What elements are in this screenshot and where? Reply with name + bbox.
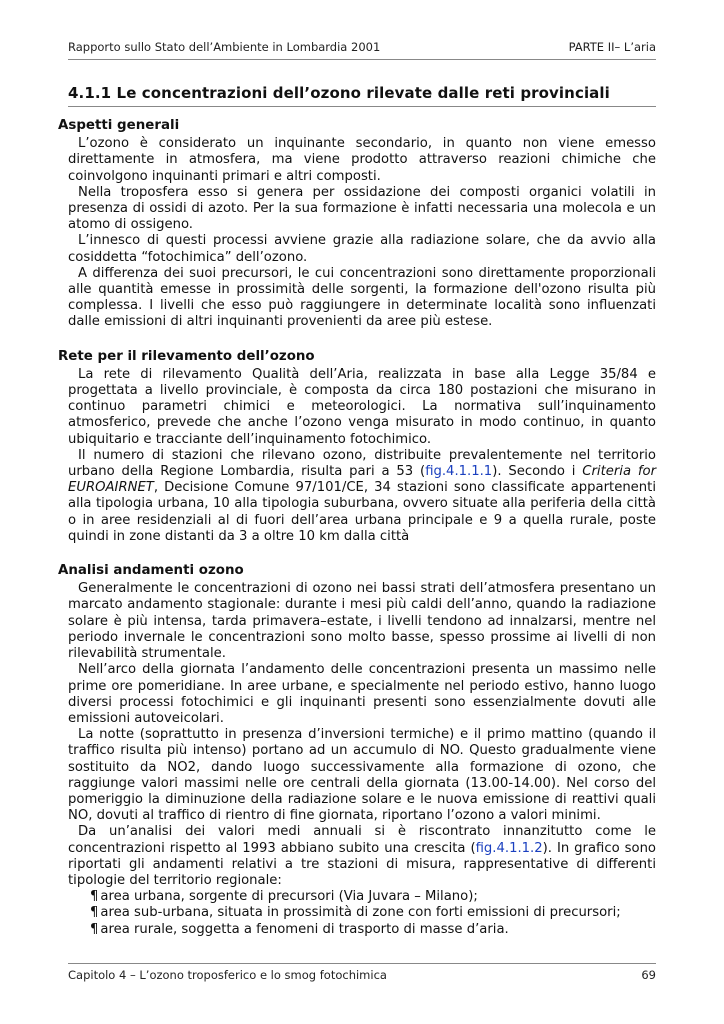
- page-footer: [68, 968, 656, 982]
- header-divider: [68, 59, 656, 60]
- paragraph: [68, 448, 656, 545]
- paragraph: Generalmente le concentrazioni di ozono nei bassi strati dell’atmosfera presentano un marcato andamento stagionale: durante i mesi più caldi dell’anno, quando la radiazione solare è più intensa, tarda primavera–estate, i livelli tendono ad innalzarsi, mentre nel periodo invernale le concentrazioni sono molto basse, spesso prossime ai livelli di non rilevabilità strumentale.: [68, 581, 656, 662]
- paragraph: L’innesco di questi processi avviene grazie alla radiazione solare, che da avvio alla cosiddetta “fotochimica” dell’ozono.: [68, 233, 656, 265]
- main-content: [58, 118, 657, 956]
- paragraph: A differenza dei suoi precursori, le cui concentrazioni sono direttamente proporzionali alle quantità emesse in prossimità delle sorgenti, la formazione dell'ozono risulta più complessa. I livelli che esso può raggiungere in determinate località sono influenzati dalle emissioni di altri inquinanti provenienti da aree più estese.: [68, 265, 656, 330]
- list-item-text: area urbana, sorgente di precursori (Via Juvara – Milano);: [100, 889, 478, 905]
- section-aspetti-generali: [58, 118, 656, 331]
- paragraph: Nell’arco della giornata l’andamento delle concentrazioni presenta un massimo nelle prime ore pomeridiane. In aree urbane, e specialmente nel periodo estivo, hanno luogo diversi processi fotochimici e gli inquinanti presenti sono essenzialmente dovuti alle emissioni autoveicolari.: [68, 662, 656, 726]
- section-heading: Aspetti generali: [58, 118, 180, 133]
- header-part-label: PARTE II– L’aria: [568, 40, 656, 54]
- italic-text: Criteria for EUROAIRNET: [68, 464, 657, 496]
- list-item: [90, 922, 656, 938]
- paragraph: [68, 824, 656, 889]
- figure-link[interactable]: fig.4.1.1.1: [425, 464, 493, 480]
- title-divider: [68, 106, 656, 107]
- footer-chapter-title: Capitolo 4 – L’ozono troposferico e lo smog fotochimica: [68, 968, 387, 982]
- paragraph: La rete di rilevamento Qualità dell’Aria, realizzata in base alla Legge 35/84 e progettata a livello provinciale, è composta da circa 180 postazioni che misurano in continuo parametri chimici e meteorologici. La normativa sull’inquinamento atmosferico, prevede che anche l’ozono venga misurato in modo continuo, in quanto ubiquitario e tracciante dell’inquinamento fotochimico.: [68, 366, 656, 447]
- figure-link[interactable]: fig.4.1.1.2: [475, 840, 543, 856]
- text-run: ). Secondo i: [492, 464, 583, 480]
- section-analisi-andamenti: [58, 563, 656, 938]
- page-number: 69: [641, 968, 656, 982]
- paragraph: L’ozono è considerato un inquinante secondario, in quanto non viene emesso direttamente in atmosfera, ma viene prodotto attraverso reazioni chimiche che coinvolgono inquinanti primari e altri composti.: [68, 136, 656, 184]
- text-run: Da un’analisi dei valori medi annuali si è riscontrato innanzitutto come le concentrazioni rispetto al 1993 abbiano subito una crescita (: [68, 824, 656, 856]
- list-item: [90, 889, 656, 905]
- list-item: [90, 905, 656, 921]
- text-run: Il numero di stazioni che rilevano ozono, distribuite prevalentemente nel territorio urbano della Regione Lombardia, risulta pari a 53 (: [68, 447, 656, 480]
- pilcrow-bullet-icon: ¶: [90, 889, 99, 905]
- paragraph: La notte (soprattutto in presenza d’inversioni termiche) e il primo mattino (quando il traffico risulta più intenso) portano ad un accumulo di NO. Questo gradualmente viene sostituito da NO2, dando luogo successivamente alla formazione di ozono, che raggiunge valori massimi nelle ore centrali della giornata (13.00-14.00). Nel corso del pomeriggio la diminuzione della radiazione solare e le nuova emissione di reattivi quali NO, dovuti al traffico di rientro di fine giornata, riportano l’ozono a valori minimi.: [68, 727, 656, 824]
- footer-divider: [68, 963, 656, 964]
- header-document-title: Rapporto sullo Stato dell’Ambiente in Lombardia 2001: [68, 40, 381, 54]
- section-heading: Rete per il rilevamento dell’ozono: [58, 348, 315, 364]
- section-title: 4.1.1 Le concentrazioni dell’ozono rilevate dalle reti provinciali: [68, 84, 610, 102]
- list-item-text: area rurale, soggetta a fenomeni di trasporto di masse d’aria.: [100, 921, 509, 937]
- section-rete-rilevamento: [58, 348, 657, 545]
- pilcrow-bullet-icon: ¶: [90, 921, 99, 937]
- section-heading: Analisi andamenti ozono: [58, 563, 244, 579]
- list-item-text: area sub-urbana, situata in prossimità di zone con forti emissioni di precursori;: [100, 905, 621, 921]
- text-run: , Decisione Comune 97/101/CE, 34 stazioni sono classificate appartenenti alla tipologia urbana, 10 alla tipologia suburbana, ovvero situate alla periferia della città o in aree residenziali al di fuori dell’area urbana principale e 9 a quella rurale, poste quindi in zone distanti da 3 a oltre 10 km dalla città: [68, 480, 656, 544]
- paragraph: Nella troposfera esso si genera per ossidazione dei composti organici volatili in presenza di ossidi di azoto. Per la sua formazione è infatti necessaria una molecola e un atomo di ossigeno.: [68, 184, 656, 233]
- page-header: [68, 40, 656, 54]
- pilcrow-bullet-icon: ¶: [90, 905, 99, 921]
- text-run: ). In grafico sono riportati gli andamenti relativi a tre stazioni di misura, rappresentative di differenti tipologie del territorio regionale:: [68, 840, 656, 888]
